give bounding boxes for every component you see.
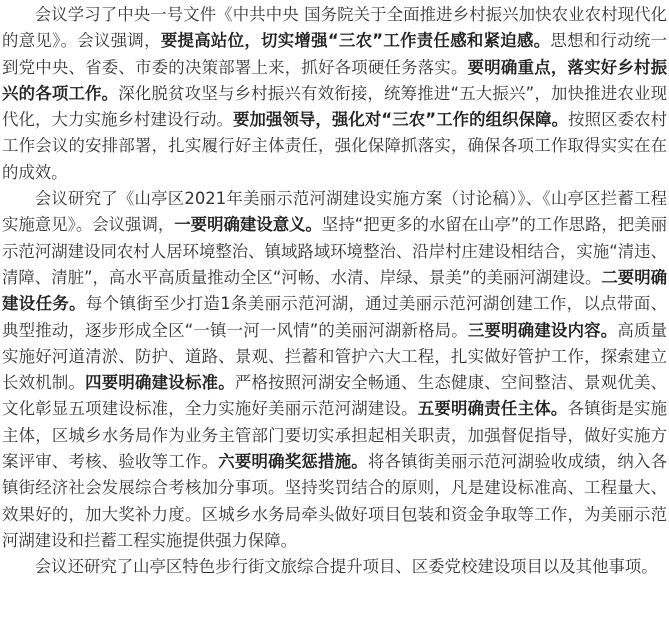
p2-text-3: 每个镇街至少打造1条美丽示范河湖，通过美丽示范河湖创建工作，以点带面、典型推动，逐步形成全区“一镇一河一风情”的美丽河湖新格局。 [2,294,667,340]
p2-text-1: 会议研究了《山亭区2021年美丽示范河湖建设实施方案（讨论稿）》、《山亭区拦蓄工程实施意见》。会议强调， [2,189,667,235]
p1-text-3: 深化脱贫攻坚与乡村振兴有效衔接，统筹推进“五大振兴”，加快推进农业现代化，大力实施乡村建设行动。 [2,83,668,130]
p2-emphasis-6: 六要明确奖惩措施。 [218,452,368,472]
p2-text-6: 各镇街是实施主体，区城乡水务局作为业务主管部门要切实承担起相关职责，加强督促指导，做好实施方案评审、考核、验收等工作。 [2,399,668,472]
p2-emphasis-1: 一要明确建设意义。 [174,215,322,235]
p2-emphasis-4: 四要明确建设标准。 [85,373,235,393]
p2-emphasis-5: 五要明确责任主体。 [417,399,568,419]
p2-emphasis-2: 二要明确建设任务。 [2,267,667,314]
p2-text-5: 严格按照河湖安全畅通、生态健康、空间整洁、景观优美、文化彰显五项建设标准，全力实施好美丽示范河湖建设。 [2,373,668,419]
p2-emphasis-3: 三要明确建设内容。 [467,320,618,340]
p3-text-1: 会议还研究了山亭区特色步行街文旅综合提升项目、区委党校建设项目以及其他事项。 [34,557,658,577]
p2-text-7: 将各镇街美丽示范河湖验收成绩，纳入各镇街经济社会发展综合考核加分事项。坚持奖罚结合的原则，凡是建设标准高、工程量大、效果好的，加大奖补力度。区城乡水务局牵头做好项目包装和资金争取等工作，为美丽示范河湖建设和拦蓄工程实施提供强力保障。 [2,452,668,550]
p1-text-1: 会议学习了中央一号文件《中共中央 国务院关于全面推进乡村振兴加快农业农村现代化的意见》。会议强调， [2,5,667,51]
p2-text-4: 高质量实施好河道清淤、防护、道路、景观、拦蓄和管护六大工程，扎实做好管护工作，探索建立长效机制。 [2,320,668,393]
p1-emphasis-2: 要明确重点，落实好乡村振兴的各项工作。 [2,57,668,103]
p1-emphasis-3: 要加强领导，强化对“三农”工作的组织保障。 [232,110,569,130]
paragraph-2 [2,186,667,554]
p1-emphasis-1: 要提高站位，切实增强“三农”工作责任感和紧迫感。 [160,31,551,51]
paragraph-1 [2,2,667,186]
p1-text-2: 思想和行动统一到党中央、省委、市委的决策部署上来，抓好各项硬任务落实。 [2,31,668,77]
p2-text-2: 坚持“把更多的水留在山亭”的工作思路，把美丽示范河湖建设同农村人居环境整治、镇域路域环境整治、沿岸村庄建设相结合，实施“清违、清障、清脏”，高水平高质量推动全区“河畅、水清、岸绿、景美”的美丽河湖建设。 [2,215,668,287]
paragraph-3 [2,554,667,580]
p1-text-4: 按照区委农村工作会议的安排部署，扎实履行好主体责任，强化保障抓落实，确保各项工作取得实实在在的成效。 [2,110,668,182]
